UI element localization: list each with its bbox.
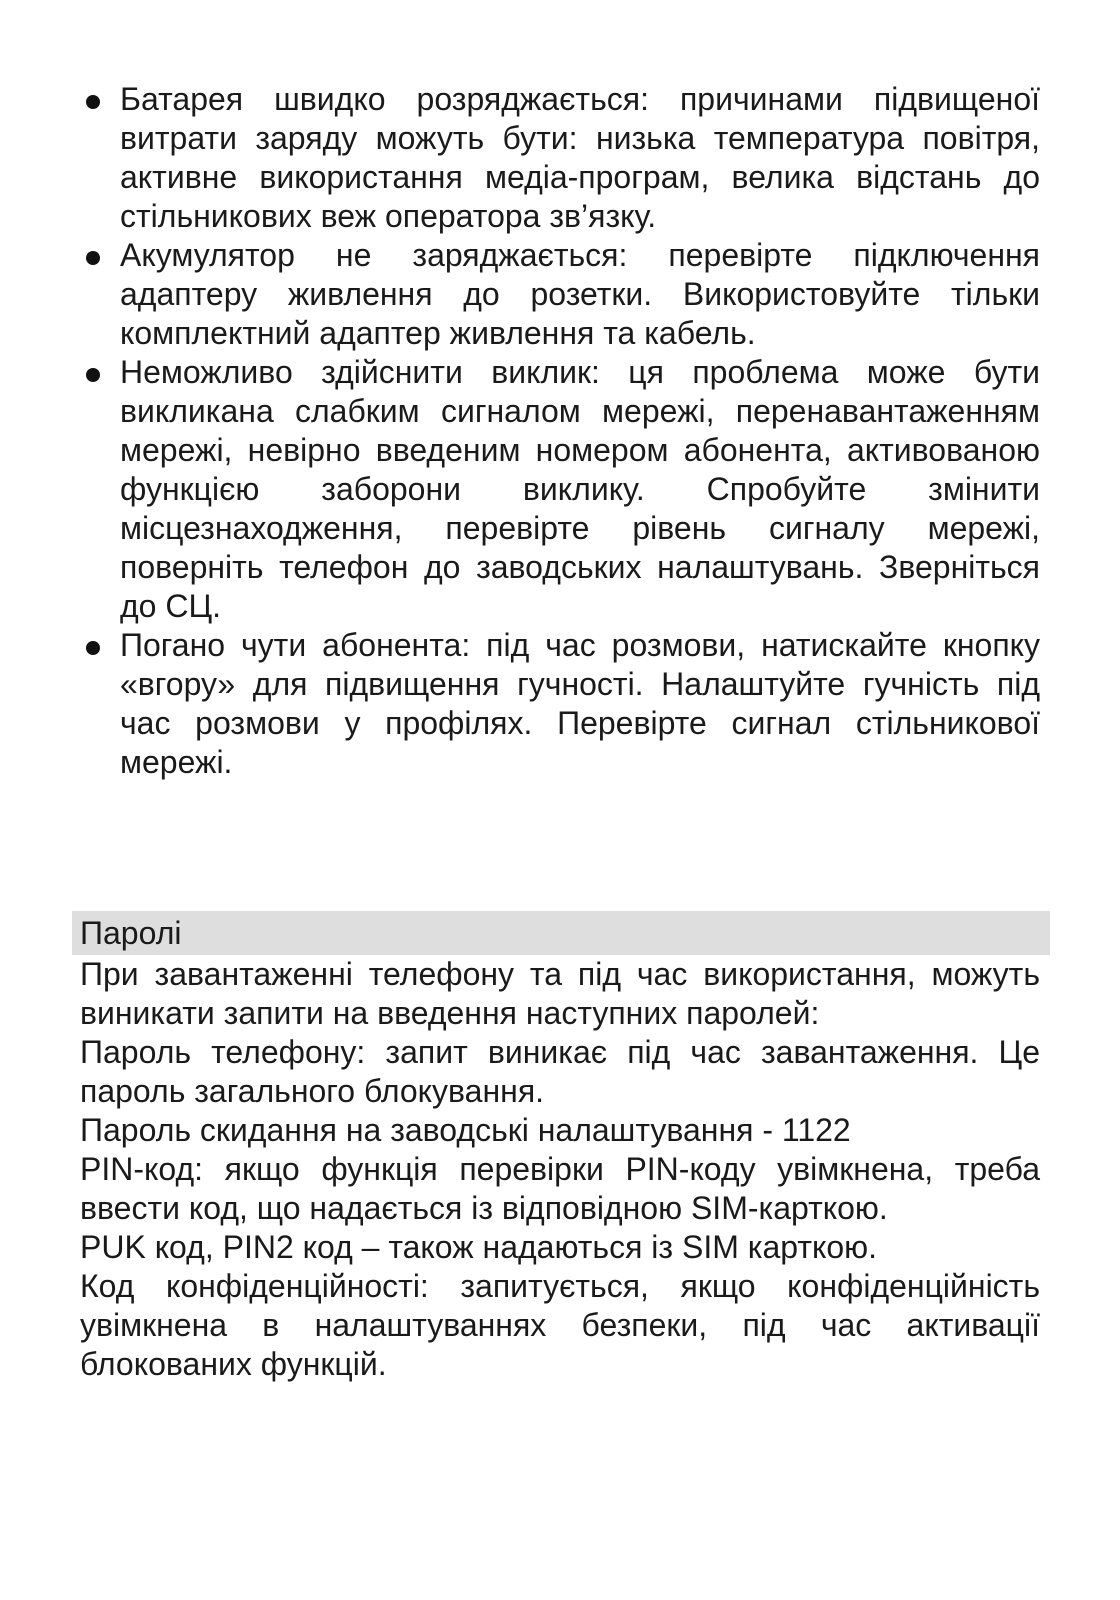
bullet-icon xyxy=(86,95,100,109)
bullet-icon xyxy=(86,641,100,655)
section-body xyxy=(72,955,1040,1384)
troubleshooting-list xyxy=(80,80,1040,782)
list-item xyxy=(80,626,1040,782)
paragraph: PIN-код: якщо функція перевірки PIN-коду увімкнена, треба ввести код, що надається із відповідною SIM-карткою. xyxy=(80,1151,1040,1226)
passwords-section xyxy=(72,911,1050,1384)
paragraph: При завантаженні телефону та під час використання, можуть виникати запити на введення наступних паролей: xyxy=(80,956,1040,1031)
list-item xyxy=(80,80,1040,236)
list-item xyxy=(80,353,1040,626)
paragraph: Пароль телефону: запит виникає під час завантаження. Це пароль загального блокування. xyxy=(80,1034,1040,1109)
paragraph: PUK код, PIN2 код – також надаються із SIM карткою. xyxy=(80,1229,878,1265)
list-item-text: Акумулятор не заряджається: перевірте підключення адаптеру живлення до розетки. Використовуйте тільки комплектний адаптер живлення та кабель. xyxy=(120,237,1040,351)
paragraph: Код конфіденційності: запитується, якщо конфіденційність увімкнена в налаштуваннях безпеки, під час активації блокованих функцій. xyxy=(80,1268,1040,1382)
paragraph: Пароль скидання на заводські налаштування - 1122 xyxy=(80,1112,851,1148)
list-item xyxy=(80,236,1040,353)
list-item-text: Погано чути абонента: під час розмови, натискайте кнопку «вгору» для підвищення гучності. Налаштуйте гучність під час розмови у профілях. Перевірте сигнал стільникової мережі. xyxy=(120,627,1040,780)
bullet-icon xyxy=(86,251,100,265)
list-item-text: Неможливо здійснити виклик: ця проблема може бути викликана слабким сигналом мережі, перенавантаженням мережі, невірно введеним номером абонента, активованою функцією заборони виклику. Спробуйте змінити місцезнаходження, перевірте рівень сигналу мережі, поверніть телефон до заводських налаштувань. Зверніться до СЦ. xyxy=(120,354,1040,624)
bullet-icon xyxy=(86,368,100,382)
list-item-text: Батарея швидко розряджається: причинами підвищеної витрати заряду можуть бути: низька температура повітря, активне використання медіа-програм, велика відстань до стільникових веж оператора зв’язку. xyxy=(120,81,1040,234)
section-heading: Паролі xyxy=(72,911,1050,955)
